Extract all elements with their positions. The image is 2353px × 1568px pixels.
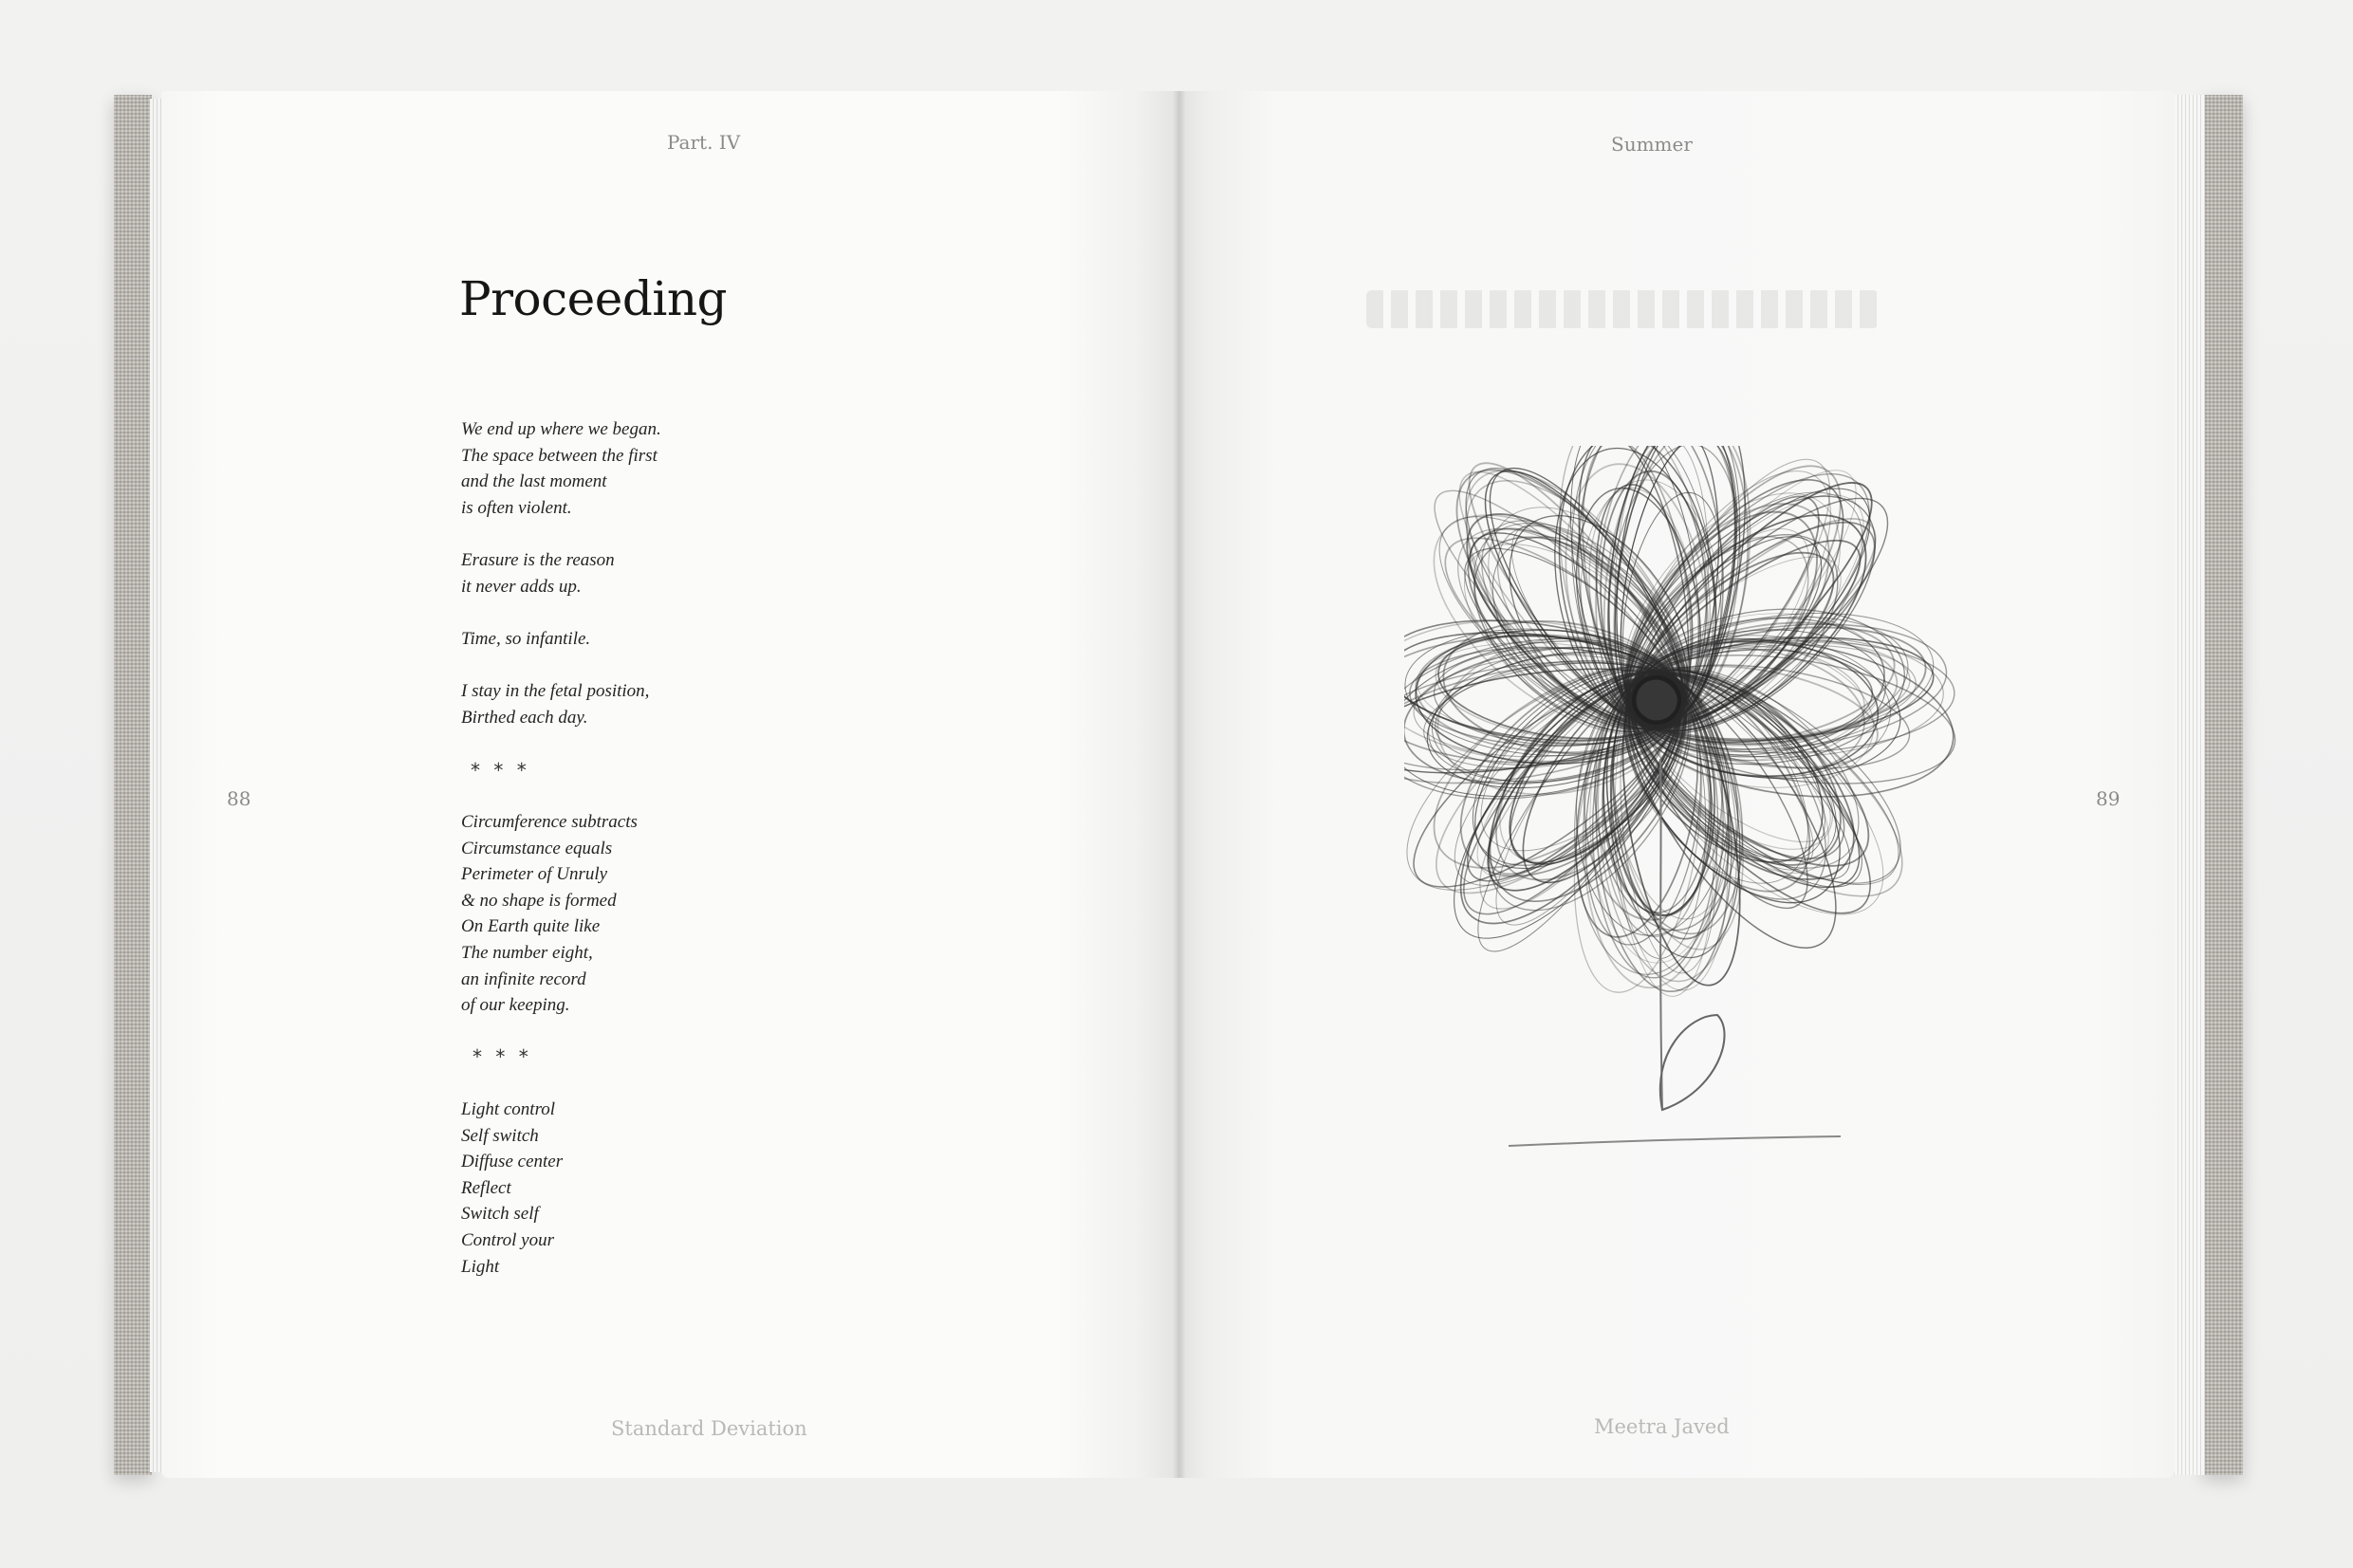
page-number-left: 88 — [227, 787, 251, 810]
poem-stanza-3 — [461, 626, 590, 653]
book-cover-right-edge — [2203, 95, 2243, 1475]
section-separator-1: * * * — [471, 759, 530, 782]
poem-line: is often violent. — [461, 497, 572, 518]
poem-line: & no shape is formed — [461, 890, 617, 911]
running-head-right: Summer — [1611, 133, 1693, 156]
flower-center-halo — [1611, 655, 1702, 746]
footer-left: Standard Deviation — [611, 1417, 807, 1440]
poem-line: Birthed each day. — [461, 707, 588, 728]
poem-line: The number eight, — [461, 942, 593, 963]
book-gutter-shadow — [1173, 91, 1186, 1478]
poem-stanza-2 — [461, 547, 615, 600]
section-separator-2: * * * — [472, 1045, 532, 1068]
poem-line: Perimeter of Unruly — [461, 864, 608, 885]
poem-stanza-1 — [461, 416, 661, 521]
poem-line: Self switch — [461, 1125, 539, 1146]
pencil-flower-drawing — [1404, 446, 2011, 1167]
ground-line — [1509, 1136, 1841, 1146]
poem-line: Switch self — [461, 1204, 539, 1225]
show-through-text — [1366, 290, 1879, 328]
poem-line: The space between the first — [461, 445, 658, 466]
poem-line: On Earth quite like — [461, 916, 601, 937]
poem-stanza-6 — [461, 1097, 563, 1280]
poem-line: Control your — [461, 1229, 554, 1250]
poem-line: Reflect — [461, 1177, 511, 1198]
poem-stanza-5 — [461, 809, 638, 1019]
poem-line: Light control — [461, 1099, 556, 1119]
poem-line: Erasure is the reason — [461, 550, 615, 570]
running-head-left: Part. IV — [667, 131, 741, 154]
page-number-right: 89 — [2096, 787, 2121, 810]
poem-line: it never adds up. — [461, 576, 582, 597]
poem-line: Light — [461, 1256, 500, 1277]
poem-title: Proceeding — [459, 271, 728, 326]
poem-line: an infinite record — [461, 968, 586, 989]
poem-line: Time, so infantile. — [461, 629, 591, 649]
poem-line: I stay in the fetal position, — [461, 681, 650, 701]
page-stack-right — [2171, 95, 2205, 1475]
poem-line: Circumference subtracts — [461, 812, 638, 832]
poem-line: of our keeping. — [461, 995, 570, 1016]
poem-stanza-4 — [461, 678, 649, 730]
footer-right: Meetra Javed — [1594, 1415, 1730, 1438]
poem-line: Circumstance equals — [461, 838, 613, 858]
poem-line: and the last moment — [461, 471, 607, 492]
poem-line: We end up where we began. — [461, 419, 661, 439]
poem-line: Diffuse center — [461, 1152, 564, 1172]
flower-leaf — [1660, 1015, 1725, 1110]
book-cover-left-edge — [114, 95, 152, 1475]
